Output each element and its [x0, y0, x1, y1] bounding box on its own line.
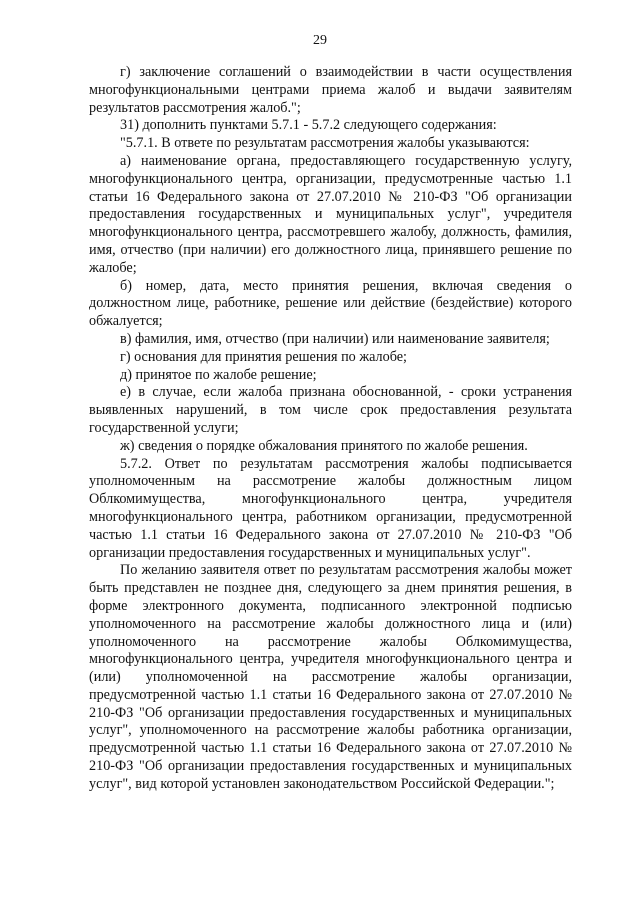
- list-item-b: б) номер, дата, место принятия решения, включая сведения о должностном лице, работнике, решение или действие (бездействие) которого обжалуется;: [89, 277, 572, 330]
- list-item-d: д) принятое по жалобе решение;: [120, 366, 317, 383]
- paragraph-electronic-answer: По желанию заявителя ответ по результатам рассмотрения жалобы может быть представлен не позднее дня, следующего за днем принятия решения, в форме электронного документа, подписанного электронной подписью уполномоченного на рассмотрение жалобы должностного лица и (или) уполномоченного на рассмотрение жалобы Облкомимущества, многофункционального центра, учредителя многофункционального центра и (или) уполномоченной на рассмотрение жалобы организации, предусмотренной частью 1.1 статьи 16 Федерального закона от 27.07.2010 № 210-ФЗ "Об организации предоставления государственных и муниципальных услуг", уполномоченного на рассмотрение жалобы работника организации, предусмотренной частью 1.1 статьи 16 Федерального закона от 27.07.2010 № 210-ФЗ "Об организации предоставления государственных и муниципальных услуг", вид которой установлен законодательством Российской Федерации.";: [89, 562, 572, 792]
- paragraph-5-7-1-heading: "5.7.1. В ответе по результатам рассмотрения жалобы указываются:: [120, 135, 530, 152]
- list-item-e: е) в случае, если жалоба признана обоснованной, - сроки устранения выявленных нарушений, в том числе срок предоставления результата государственной услуги;: [89, 384, 572, 436]
- list-item-g: г) основания для принятия решения по жалобе;: [120, 348, 407, 365]
- document-body: [89, 64, 572, 794]
- list-item-zh: ж) сведения о порядке обжалования принятого по жалобе решения.: [120, 437, 528, 454]
- list-item-v: в) фамилия, имя, отчество (при наличии) или наименование заявителя;: [120, 330, 550, 347]
- paragraph-31-amend: 31) дополнить пунктами 5.7.1 - 5.7.2 следующего содержания:: [120, 117, 497, 134]
- paragraph-g-agreements: г) заключение соглашений о взаимодействии в части осуществления многофункциональными центрами приема жалоб и выдачи заявителям результатов рассмотрения жалоб.";: [89, 64, 572, 116]
- page-number: 29: [313, 33, 327, 48]
- list-item-a: а) наименование органа, предоставляющего государственную услугу, многофункционального центра, организации, предусмотренные частью 1.1 статьи 16 Федерального закона от 27.07.2010 № 210-ФЗ "Об организации предоставления государственных и муниципальных услуг", учредителя многофункционального центра, рассмотревшего жалобу, должность, фамилия, имя, отчество (при наличии) его должностного лица, принявшего решение по жалобе;: [89, 152, 572, 276]
- paragraph-5-7-2: 5.7.2. Ответ по результатам рассмотрения жалобы подписывается уполномоченным на рассмотрение жалобы должностным лицом Облкомимущества, многофункционального центра, учредителя многофункционального центра, работником организации, предусмотренной частью 1.1 статьи 16 Федерального закона от 27.07.2010 № 210-ФЗ "Об организации предоставления государственных и муниципальных услуг".: [89, 455, 572, 561]
